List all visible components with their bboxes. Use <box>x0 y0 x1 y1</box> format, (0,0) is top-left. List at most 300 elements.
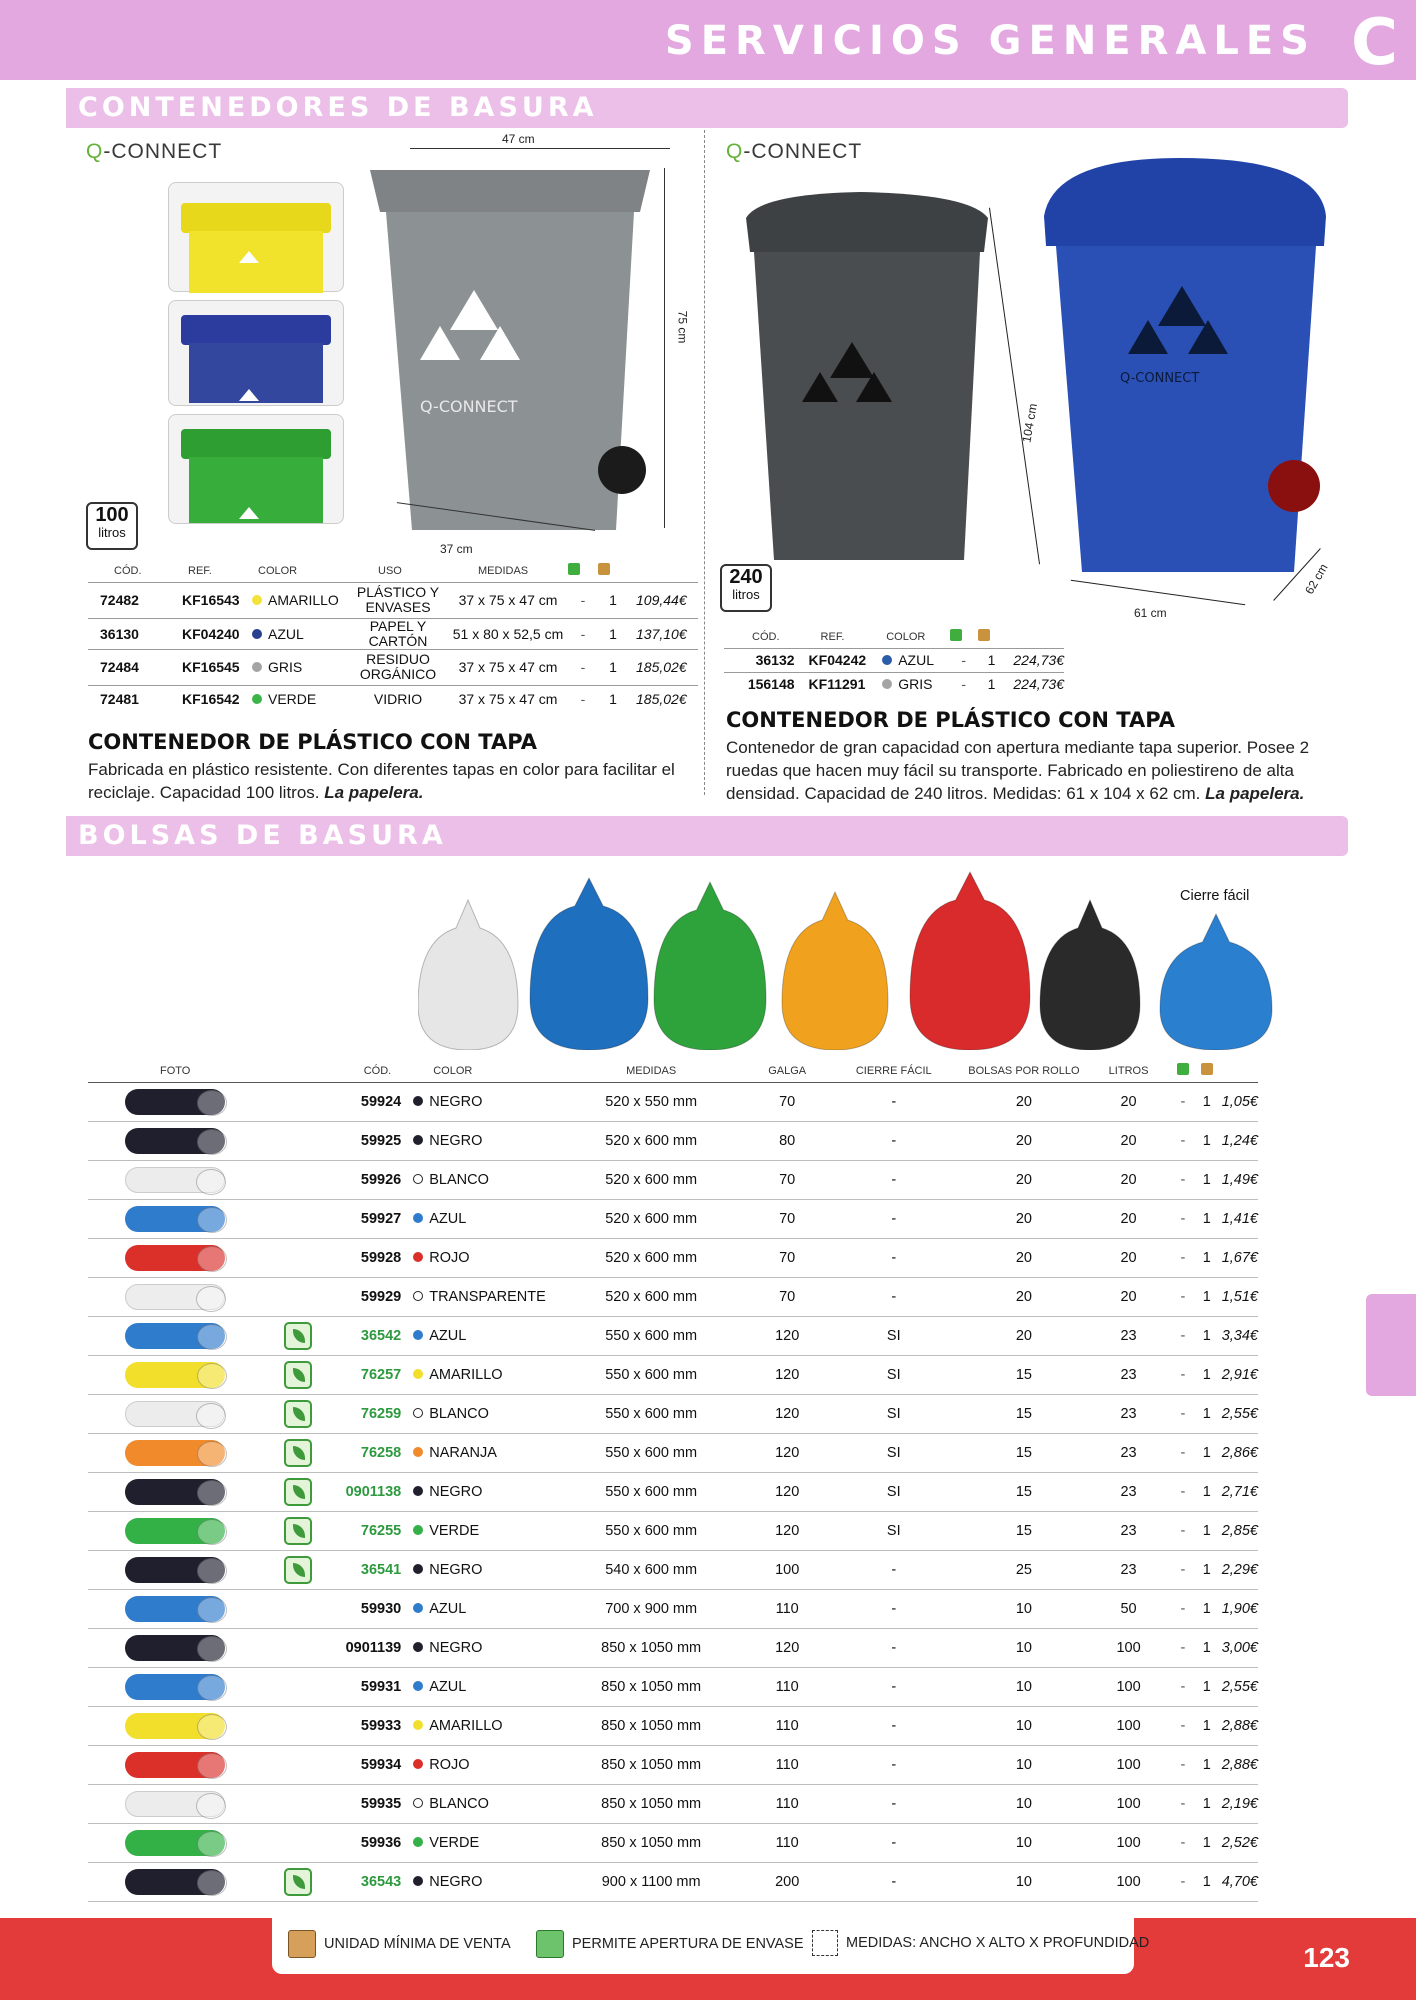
capacity-badge-100: 100 litros <box>86 502 138 550</box>
box-icon-bags <box>1201 1063 1213 1075</box>
min-unit: 1 <box>1198 1394 1216 1433</box>
bag-color <box>407 1823 556 1862</box>
open-package-flag: - <box>1168 1667 1198 1706</box>
bags-per-roll: 10 <box>959 1784 1089 1823</box>
color-dot <box>413 1408 423 1418</box>
min-unit: 1 <box>598 649 628 685</box>
min-unit: 1 <box>1198 1238 1216 1277</box>
bag-liters: 23 <box>1089 1394 1168 1433</box>
bags-per-roll: 10 <box>959 1667 1089 1706</box>
bag-measures: 540 x 600 mm <box>557 1550 746 1589</box>
bag-roll-image <box>125 1674 225 1700</box>
eco-badge-cell <box>262 1550 312 1589</box>
color-dot <box>413 1564 423 1574</box>
product-ref: KF11291 <box>805 672 883 696</box>
bag-gauge: 70 <box>746 1277 829 1316</box>
bags-per-roll: 25 <box>959 1550 1089 1589</box>
bag-gauge: 120 <box>746 1511 829 1550</box>
bag-color <box>407 1355 556 1394</box>
bag-liters: 100 <box>1089 1823 1168 1862</box>
bag-easy-close: - <box>829 1082 959 1121</box>
open-package-flag: - <box>1168 1238 1198 1277</box>
bag-gauge: 80 <box>746 1121 829 1160</box>
bag-gauge: 110 <box>746 1667 829 1706</box>
bag-liters: 100 <box>1089 1862 1168 1901</box>
eco-badge-cell <box>262 1160 312 1199</box>
table-row <box>88 1316 1258 1355</box>
trash-bag <box>530 878 648 1050</box>
open-package-flag: - <box>1168 1355 1198 1394</box>
min-unit: 1 <box>1198 1472 1216 1511</box>
bag-easy-close: - <box>829 1823 959 1862</box>
bag-roll-photo <box>88 1472 262 1511</box>
trash-bag <box>1040 900 1140 1050</box>
min-unit: 1 <box>1198 1121 1216 1160</box>
eco-badge-cell <box>262 1823 312 1862</box>
color-dot <box>252 694 262 704</box>
color-label: AZUL <box>429 1210 467 1227</box>
bag-gauge: 70 <box>746 1082 829 1121</box>
bag-measures: 900 x 1100 mm <box>557 1862 746 1901</box>
legend-min-unit: UNIDAD MÍNIMA DE VENTA <box>288 1930 511 1958</box>
page-number: 123 <box>1303 1942 1350 1973</box>
bag-roll-photo <box>88 1082 262 1121</box>
color-label: AZUL <box>268 625 304 642</box>
bag-gauge: 110 <box>746 1784 829 1823</box>
bag-color <box>407 1784 556 1823</box>
bag-easy-close: - <box>829 1199 959 1238</box>
bag-price: 2,55€ <box>1216 1394 1258 1433</box>
eco-badge-cell <box>262 1355 312 1394</box>
min-unit: 1 <box>1198 1745 1216 1784</box>
color-label: AMARILLO <box>429 1366 503 1383</box>
bag-roll-image <box>125 1791 225 1817</box>
dim-depth-right: 62 cm <box>1302 561 1331 597</box>
trash-bag <box>1160 914 1272 1050</box>
bag-color <box>407 1511 556 1550</box>
table-row <box>88 1550 1258 1589</box>
bags-per-roll: 10 <box>959 1823 1089 1862</box>
product-ref: KF16542 <box>168 685 248 713</box>
bag-measures: 520 x 600 mm <box>557 1121 746 1160</box>
product-price: 224,73€ <box>1005 648 1064 672</box>
min-unit: 1 <box>1198 1511 1216 1550</box>
color-label: BLANCO <box>429 1795 489 1812</box>
bag-roll-image <box>125 1596 225 1622</box>
open-package-flag: - <box>568 582 598 618</box>
eco-badge-cell <box>262 1667 312 1706</box>
bag-measures: 550 x 600 mm <box>557 1316 746 1355</box>
bag-roll-photo <box>88 1433 262 1472</box>
color-label: ROJO <box>429 1249 470 1266</box>
bag-gauge: 120 <box>746 1472 829 1511</box>
bag-gauge: 110 <box>746 1745 829 1784</box>
bag-easy-close: - <box>829 1784 959 1823</box>
color-dot <box>413 1603 423 1613</box>
bag-measures: 520 x 600 mm <box>557 1199 746 1238</box>
eco-badge-cell <box>262 1394 312 1433</box>
bag-easy-close: - <box>829 1706 959 1745</box>
left-product-row <box>88 649 698 685</box>
product-code: 36132 <box>724 648 805 672</box>
dim-line-top <box>410 148 670 149</box>
min-unit: 1 <box>1198 1082 1216 1121</box>
bag-gauge: 100 <box>746 1550 829 1589</box>
capacity-badge-240: 240 litros <box>720 564 772 612</box>
right-product-row <box>724 648 1064 672</box>
dimensions-icon <box>812 1930 838 1956</box>
bag-color <box>407 1394 556 1433</box>
bag-color <box>407 1589 556 1628</box>
table-row <box>88 1160 1258 1199</box>
color-label: NEGRO <box>429 1561 483 1578</box>
bag-measures: 550 x 600 mm <box>557 1394 746 1433</box>
dim-width-right: 61 cm <box>1134 606 1167 620</box>
color-dot <box>413 1525 423 1535</box>
bag-roll-photo <box>88 1394 262 1433</box>
min-unit: 1 <box>1198 1355 1216 1394</box>
bags-per-roll: 15 <box>959 1433 1089 1472</box>
bag-measures: 850 x 1050 mm <box>557 1823 746 1862</box>
dim-width-left: 47 cm <box>502 132 535 146</box>
bag-easy-close: SI <box>829 1316 959 1355</box>
table-row <box>88 1277 1258 1316</box>
product-price: 109,44€ <box>628 582 698 618</box>
bag-easy-close: - <box>829 1745 959 1784</box>
yellow-bin-thumbnail <box>168 182 344 292</box>
easy-close-label: Cierre fácil <box>1180 888 1250 904</box>
min-unit: 1 <box>1198 1628 1216 1667</box>
bag-roll-photo <box>88 1238 262 1277</box>
product-code: 36130 <box>88 618 168 649</box>
bag-code: 59931 <box>312 1667 407 1706</box>
eco-badge-cell <box>262 1745 312 1784</box>
bag-code: 0901138 <box>312 1472 407 1511</box>
bag-code: 59928 <box>312 1238 407 1277</box>
product-price: 137,10€ <box>628 618 698 649</box>
bags-per-roll: 15 <box>959 1511 1089 1550</box>
left-product-row <box>88 618 698 649</box>
bag-measures: 520 x 600 mm <box>557 1277 746 1316</box>
bag-roll-photo <box>88 1121 262 1160</box>
bag-measures: 550 x 600 mm <box>557 1511 746 1550</box>
bag-code: 36543 <box>312 1862 407 1901</box>
bag-measures: 520 x 550 mm <box>557 1082 746 1121</box>
bag-price: 2,88€ <box>1216 1706 1258 1745</box>
section-letter: C <box>1351 6 1398 80</box>
min-unit: 1 <box>1198 1667 1216 1706</box>
bag-gauge: 120 <box>746 1394 829 1433</box>
eco-leaf-icon <box>284 1361 312 1389</box>
bag-roll-photo <box>88 1550 262 1589</box>
bags-per-roll: 15 <box>959 1355 1089 1394</box>
product-use: PAPEL Y CARTÓN <box>348 618 448 649</box>
brand-logo-left: Q-CONNECT <box>86 140 223 163</box>
eco-badge-cell <box>262 1433 312 1472</box>
bag-code: 59929 <box>312 1277 407 1316</box>
bag-code: 59925 <box>312 1121 407 1160</box>
color-label: AZUL <box>898 652 935 668</box>
eco-badge-cell <box>262 1277 312 1316</box>
bag-gauge: 110 <box>746 1589 829 1628</box>
dim-line-height-right <box>989 208 1040 565</box>
bag-measures: 850 x 1050 mm <box>557 1667 746 1706</box>
product-color <box>248 685 348 713</box>
min-unit: 1 <box>1198 1784 1216 1823</box>
bags-per-roll: 20 <box>959 1277 1089 1316</box>
bag-color <box>407 1628 556 1667</box>
min-unit: 1 <box>1198 1199 1216 1238</box>
open-package-icon-right <box>950 629 962 641</box>
color-dot <box>413 1720 423 1730</box>
bag-easy-close: SI <box>829 1433 959 1472</box>
min-unit: 1 <box>1198 1862 1216 1901</box>
bag-liters: 50 <box>1089 1589 1168 1628</box>
table-row <box>88 1082 1258 1121</box>
product-measures: 37 x 75 x 47 cm <box>448 582 568 618</box>
color-dot <box>882 655 892 665</box>
bag-color <box>407 1745 556 1784</box>
bag-color <box>407 1121 556 1160</box>
color-dot <box>413 1798 423 1808</box>
bag-roll-image <box>125 1752 225 1778</box>
bag-price: 4,70€ <box>1216 1862 1258 1901</box>
bag-roll-photo <box>88 1589 262 1628</box>
bag-roll-photo <box>88 1667 262 1706</box>
bag-code: 59926 <box>312 1160 407 1199</box>
bag-liters: 100 <box>1089 1745 1168 1784</box>
dim-line-width-right <box>1071 580 1245 605</box>
bag-price: 2,86€ <box>1216 1433 1258 1472</box>
color-label: NARANJA <box>429 1444 497 1461</box>
bag-code: 76258 <box>312 1433 407 1472</box>
product-price: 224,73€ <box>1005 672 1064 696</box>
right-product-row <box>724 672 1064 696</box>
table-row <box>88 1199 1258 1238</box>
section-band-containers <box>66 88 1348 128</box>
bag-code: 59935 <box>312 1784 407 1823</box>
open-package-flag: - <box>1168 1433 1198 1472</box>
color-dot <box>413 1330 423 1340</box>
product-color <box>882 648 950 672</box>
open-package-flag: - <box>1168 1472 1198 1511</box>
product-ref: KF16543 <box>168 582 248 618</box>
open-package-flag: - <box>1168 1745 1198 1784</box>
bags-per-roll: 15 <box>959 1394 1089 1433</box>
bag-roll-photo <box>88 1277 262 1316</box>
min-unit: 1 <box>978 648 1006 672</box>
table-row <box>88 1472 1258 1511</box>
trash-bag <box>654 882 766 1050</box>
bag-roll-photo <box>88 1316 262 1355</box>
bag-color <box>407 1433 556 1472</box>
color-dot <box>413 1369 423 1379</box>
dim-depth-left: 37 cm <box>440 542 473 556</box>
product-code: 72484 <box>88 649 168 685</box>
bag-gauge: 120 <box>746 1628 829 1667</box>
product-ref: KF04240 <box>168 618 248 649</box>
color-dot <box>413 1135 423 1145</box>
bag-gauge: 70 <box>746 1199 829 1238</box>
eco-badge-cell <box>262 1784 312 1823</box>
bag-code: 36542 <box>312 1316 407 1355</box>
color-label: AZUL <box>429 1327 467 1344</box>
bag-liters: 20 <box>1089 1082 1168 1121</box>
bag-code: 59924 <box>312 1082 407 1121</box>
bag-price: 3,00€ <box>1216 1628 1258 1667</box>
open-package-flag: - <box>950 672 978 696</box>
bag-roll-image <box>125 1479 225 1505</box>
bag-liters: 20 <box>1089 1121 1168 1160</box>
bag-liters: 23 <box>1089 1511 1168 1550</box>
color-label: ROJO <box>429 1756 470 1773</box>
color-label: NEGRO <box>429 1093 483 1110</box>
open-package-flag: - <box>1168 1121 1198 1160</box>
bag-liters: 23 <box>1089 1355 1168 1394</box>
bag-code: 36541 <box>312 1550 407 1589</box>
bag-easy-close: - <box>829 1667 959 1706</box>
legend-open-package: PERMITE APERTURA DE ENVASE <box>536 1930 804 1958</box>
bag-liters: 100 <box>1089 1706 1168 1745</box>
product-use: RESIDUO ORGÁNICO <box>348 649 448 685</box>
eco-leaf-icon <box>284 1868 312 1896</box>
open-package-flag: - <box>950 648 978 672</box>
side-index-tab <box>1366 1294 1416 1396</box>
bag-measures: 520 x 600 mm <box>557 1238 746 1277</box>
bag-color <box>407 1199 556 1238</box>
bag-roll-photo <box>88 1199 262 1238</box>
open-package-flag: - <box>568 685 598 713</box>
eco-leaf-icon <box>284 1400 312 1428</box>
bag-easy-close: - <box>829 1550 959 1589</box>
eco-leaf-icon <box>284 1556 312 1584</box>
bags-per-roll: 10 <box>959 1589 1089 1628</box>
bag-code: 59934 <box>312 1745 407 1784</box>
table-row <box>88 1355 1258 1394</box>
trash-bag <box>418 900 518 1050</box>
bag-liters: 23 <box>1089 1472 1168 1511</box>
min-unit: 1 <box>1198 1316 1216 1355</box>
color-label: BLANCO <box>429 1171 489 1188</box>
product-use: PLÁSTICO Y ENVASES <box>348 582 448 618</box>
table-row <box>88 1667 1258 1706</box>
open-package-flag: - <box>1168 1277 1198 1316</box>
bags-per-roll: 20 <box>959 1238 1089 1277</box>
bag-color <box>407 1277 556 1316</box>
open-package-icon <box>568 563 580 575</box>
product-color <box>248 618 348 649</box>
trash-bag <box>910 872 1030 1050</box>
bags-per-roll: 10 <box>959 1628 1089 1667</box>
bag-price: 2,29€ <box>1216 1550 1258 1589</box>
bag-gauge: 120 <box>746 1316 829 1355</box>
eco-badge-cell <box>262 1706 312 1745</box>
dim-height-right: 104 cm <box>1019 402 1040 444</box>
table-row <box>88 1511 1258 1550</box>
bag-roll-photo <box>88 1160 262 1199</box>
legend-dimensions: MEDIDAS: ANCHO X ALTO X PROFUNDIDAD <box>812 1930 1149 1956</box>
product-measures: 37 x 75 x 47 cm <box>448 649 568 685</box>
product-color <box>248 582 348 618</box>
bag-gauge: 70 <box>746 1160 829 1199</box>
bags-table: FOTO CÓD. COLOR MEDIDAS GALGA CIERRE FÁCIL BOLSAS POR ROLLO LITROS 59924 NEGRO 520 x 550 mm 70 - 20 20 - 1 1,05€ 59925 NEGRO 520 x 600 mm 80 - 20 20 - 1 1,24€ 59926 BLANCO 520 x 600 mm 70 - 20 20 - 1 1,49€ 59927 AZUL 520 x 600 mm 70 - 20 20 - 1 1,41€ 59928 ROJO 520 x 600 mm 70 - 20 20 - 1 1,67€ 59929 TRANSPARENTE 520 x 600 mm 70 - 20 20 - 1 1,51€ 36542 AZUL 550 x 600 mm 120 SI 20 23 - 1 3,34€ 76257 AMARILLO 550 x 600 mm 120 SI 15 23 - 1 2,91€ 76259 BLANCO 550 x 600 mm 120 SI 15 23 - 1 2,55€ 76258 NARANJA 550 x 600 mm 120 SI 15 23 - 1 2,86€ 0901138 NEGRO 550 x 600 mm 120 SI 15 23 - 1 2,71€ 76255 VERDE 550 x 600 mm 120 SI 15 23 - 1 2,85€ 36541 NEGRO 540 x 600 mm 100 - 25 23 - 1 2,29€ 59930 AZUL 700 x 900 mm 110 - 10 50 - 1 1,90€ 0901139 NEGRO 850 x 1050 mm 120 - 10 100 - 1 3,00€ 59931 AZUL 850 x 1050 mm 110 - 10 100 - 1 2,55€ 59933 AMARILLO 850 x 1050 mm 110 - 10 100 - 1 2,88€ 59934 ROJO 850 x 1050 mm 110 - 10 100 - 1 2,88€ 59935 BLANCO 850 x 1050 mm 110 - 10 100 - 1 2,19€ 59936 VERDE 850 x 1050 mm 110 - 10 100 - 1 2,52€ 36543 NEGRO 900 x 1100 mm 200 - 10 100 - 1 4,70€ <box>88 1060 1258 1902</box>
bag-easy-close: - <box>829 1121 959 1160</box>
bag-color <box>407 1160 556 1199</box>
color-label: NEGRO <box>429 1873 483 1890</box>
color-label: NEGRO <box>429 1483 483 1500</box>
bag-easy-close: SI <box>829 1511 959 1550</box>
product-measures: 37 x 75 x 47 cm <box>448 685 568 713</box>
table-row <box>88 1823 1258 1862</box>
eco-badge-cell <box>262 1511 312 1550</box>
bag-price: 2,55€ <box>1216 1667 1258 1706</box>
table-row <box>88 1628 1258 1667</box>
bag-code: 59930 <box>312 1589 407 1628</box>
bag-liters: 23 <box>1089 1433 1168 1472</box>
table-row <box>88 1784 1258 1823</box>
product-ref: KF04242 <box>805 648 883 672</box>
open-package-flag: - <box>1168 1628 1198 1667</box>
open-package-flag: - <box>1168 1589 1198 1628</box>
color-label: AMARILLO <box>429 1717 503 1734</box>
bag-roll-image <box>125 1869 225 1895</box>
section-band-bags <box>66 816 1348 856</box>
bag-gauge: 110 <box>746 1706 829 1745</box>
table-row <box>88 1706 1258 1745</box>
color-label: TRANSPARENTE <box>429 1288 546 1305</box>
bag-roll-image <box>125 1284 225 1310</box>
grey-bin-image <box>360 160 660 540</box>
right-product-title: CONTENEDOR DE PLÁSTICO CON TAPA <box>726 708 1175 732</box>
open-package-flag: - <box>1168 1199 1198 1238</box>
bag-price: 1,51€ <box>1216 1277 1258 1316</box>
bag-roll-image <box>125 1401 225 1427</box>
eco-badge-cell <box>262 1199 312 1238</box>
eco-leaf-icon <box>284 1478 312 1506</box>
section-title-containers: CONTENEDORES DE BASURA <box>78 92 598 123</box>
eco-leaf-icon <box>284 1322 312 1350</box>
bag-gauge: 110 <box>746 1823 829 1862</box>
color-dot <box>252 629 262 639</box>
dim-height-left: 75 cm <box>675 310 690 344</box>
eco-badge-cell <box>262 1082 312 1121</box>
color-label: AMARILLO <box>268 592 339 608</box>
color-dot <box>413 1174 423 1184</box>
bag-roll-image <box>125 1830 225 1856</box>
color-dot <box>413 1642 423 1652</box>
bag-code: 59933 <box>312 1706 407 1745</box>
bag-price: 1,41€ <box>1216 1199 1258 1238</box>
bag-easy-close: - <box>829 1628 959 1667</box>
bag-color <box>407 1706 556 1745</box>
bags-per-roll: 20 <box>959 1121 1089 1160</box>
bag-easy-close: - <box>829 1862 959 1901</box>
column-divider <box>704 130 705 795</box>
product-use: VIDRIO <box>348 685 448 713</box>
bag-color <box>407 1238 556 1277</box>
blue-240-bin-image <box>1040 156 1330 576</box>
bag-roll-image <box>125 1518 225 1544</box>
bag-color <box>407 1082 556 1121</box>
bags-per-roll: 10 <box>959 1862 1089 1901</box>
bag-price: 3,34€ <box>1216 1316 1258 1355</box>
box-icon <box>288 1930 316 1958</box>
bag-measures: 550 x 600 mm <box>557 1355 746 1394</box>
open-package-flag: - <box>1168 1784 1198 1823</box>
bag-roll-image <box>125 1557 225 1583</box>
min-unit: 1 <box>1198 1160 1216 1199</box>
color-label: VERDE <box>429 1522 480 1539</box>
